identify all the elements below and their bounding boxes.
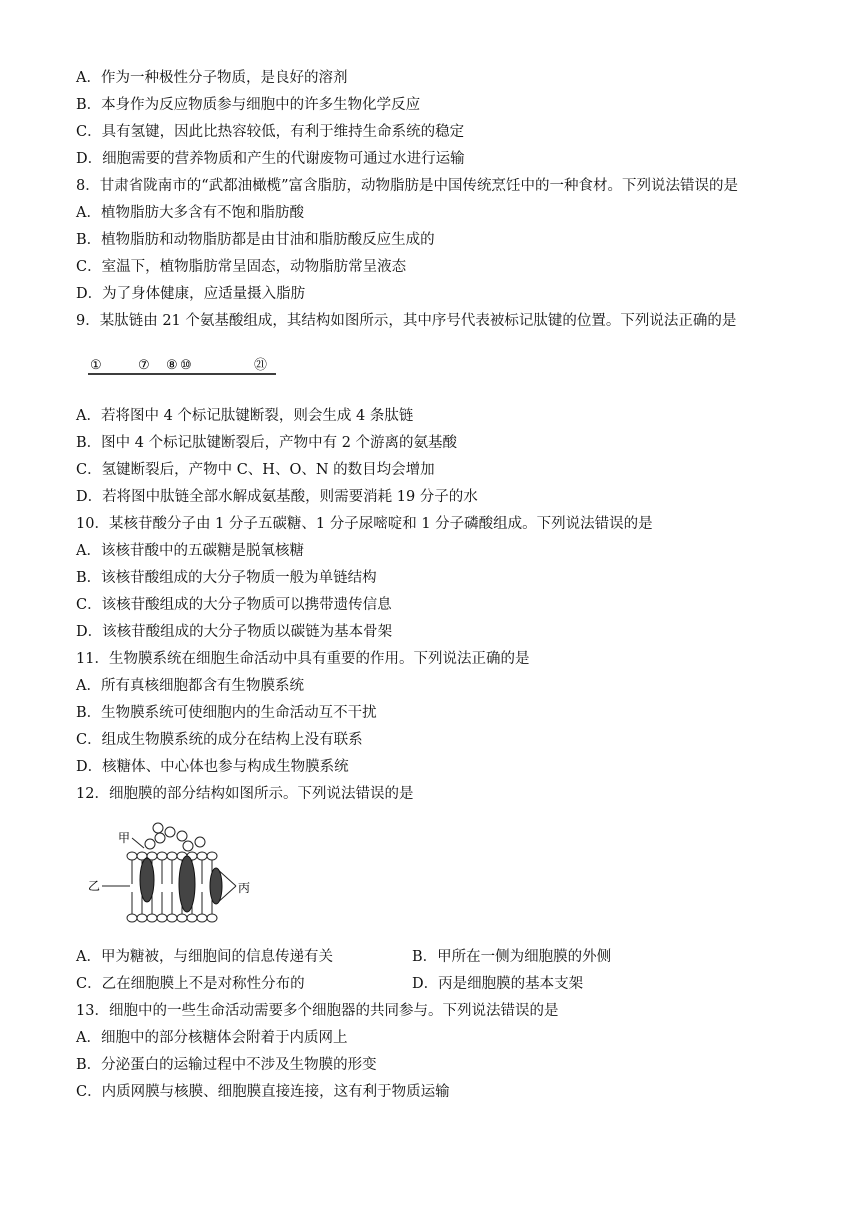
label-line-jia bbox=[132, 838, 144, 848]
q7-option-c: C．具有氢键，因此比热容较低，有利于维持生命系统的稳定 bbox=[76, 124, 465, 140]
q9-stem: 9．某肽链由 21 个氨基酸组成，其结构如图所示，其中序号代表被标记肽键的位置。下列说法正确的是 bbox=[76, 313, 737, 329]
q12-option-d: D．丙是细胞膜的基本支架 bbox=[412, 976, 584, 992]
q12-option-c: C．乙在细胞膜上不是对称性分布的 bbox=[76, 976, 305, 992]
q9-option-b: B．图中 4 个标记肽键断裂后，产物中有 2 个游离的氨基酸 bbox=[76, 435, 458, 451]
q8-option-a: A．植物脂肪大多含有不饱和脂肪酸 bbox=[76, 205, 304, 221]
q11-option-a: A．所有真核细胞都含有生物膜系统 bbox=[76, 678, 304, 694]
q8-stem: 8．甘肃省陇南市的“武都油橄榄”富含脂肪，动物脂肪是中国传统烹饪中的一种食材。下列说法错误的是 bbox=[76, 178, 739, 194]
q10-option-a: A．该核苷酸中的五碳糖是脱氧核糖 bbox=[76, 543, 304, 559]
peptide-label-7: ⑦ bbox=[138, 358, 150, 373]
q7-option-b: B．本身作为反应物质参与细胞中的许多生物化学反应 bbox=[76, 97, 421, 113]
membrane-label-yi: 乙 bbox=[88, 879, 101, 893]
membrane-label-bing: 丙 bbox=[238, 881, 251, 895]
peptide-label-10: ⑩ bbox=[180, 358, 192, 373]
q8-option-c: C．室温下，植物脂肪常呈固态，动物脂肪常呈液态 bbox=[76, 259, 407, 275]
q11-option-b: B．生物膜系统可使细胞内的生命活动互不干扰 bbox=[76, 705, 377, 721]
q10-stem: 10．某核苷酸分子由 1 分子五碳糖、1 分子尿嘧啶和 1 分子磷酸组成。下列说法错误的是 bbox=[76, 516, 653, 532]
q13-stem: 13．细胞中的一些生命活动需要多个细胞器的共同参与。下列说法错误的是 bbox=[76, 1003, 559, 1019]
q11-option-c: C．组成生物膜系统的成分在结构上没有联系 bbox=[76, 732, 363, 748]
q12-stem: 12．细胞膜的部分结构如图所示。下列说法错误的是 bbox=[76, 786, 414, 802]
q9-option-a: A．若将图中 4 个标记肽键断裂，则会生成 4 条肽链 bbox=[76, 408, 414, 424]
q13-option-c: C．内质网膜与核膜、细胞膜直接连接，这有利于物质运输 bbox=[76, 1084, 450, 1100]
q10-option-c: C．该核苷酸组成的大分子物质可以携带遗传信息 bbox=[76, 597, 392, 613]
q8-option-d: D．为了身体健康，应适量摄入脂肪 bbox=[76, 286, 306, 302]
cell-membrane-figure bbox=[88, 818, 268, 930]
q11-stem: 11．生物膜系统在细胞生命活动中具有重要的作用。下列说法正确的是 bbox=[76, 651, 530, 667]
q10-option-b: B．该核苷酸组成的大分子物质一般为单链结构 bbox=[76, 570, 377, 586]
q9-option-d: D．若将图中肽链全部水解成氨基酸，则需要消耗 19 分子的水 bbox=[76, 489, 478, 505]
membrane-label-jia: 甲 bbox=[118, 831, 131, 845]
peptide-label-1: ① bbox=[90, 358, 102, 373]
q13-option-b: B．分泌蛋白的运输过程中不涉及生物膜的形变 bbox=[76, 1057, 377, 1073]
q12-option-b: B．甲所在一侧为细胞膜的外侧 bbox=[412, 949, 612, 965]
q13-option-a: A．细胞中的部分核糖体会附着于内质网上 bbox=[76, 1030, 348, 1046]
q11-option-d: D．核糖体、中心体也参与构成生物膜系统 bbox=[76, 759, 349, 775]
peptide-chain-figure bbox=[86, 352, 286, 386]
q8-option-b: B．植物脂肪和动物脂肪都是由甘油和脂肪酸反应生成的 bbox=[76, 232, 435, 248]
q9-option-c: C．氢键断裂后，产物中 C、H、O、N 的数目均会增加 bbox=[76, 462, 435, 478]
glycocalyx-chain bbox=[145, 823, 205, 851]
peptide-label-21: ㉑ bbox=[254, 358, 268, 373]
peptide-label-8: ⑧ bbox=[166, 358, 178, 373]
q7-option-a: A．作为一种极性分子物质，是良好的溶剂 bbox=[76, 70, 348, 86]
q7-option-d: D．细胞需要的营养物质和产生的代谢废物可通过水进行运输 bbox=[76, 151, 465, 167]
q12-option-a: A．甲为糖被，与细胞间的信息传递有关 bbox=[76, 949, 333, 965]
q10-option-d: D．该核苷酸组成的大分子物质以碳链为基本骨架 bbox=[76, 624, 393, 640]
